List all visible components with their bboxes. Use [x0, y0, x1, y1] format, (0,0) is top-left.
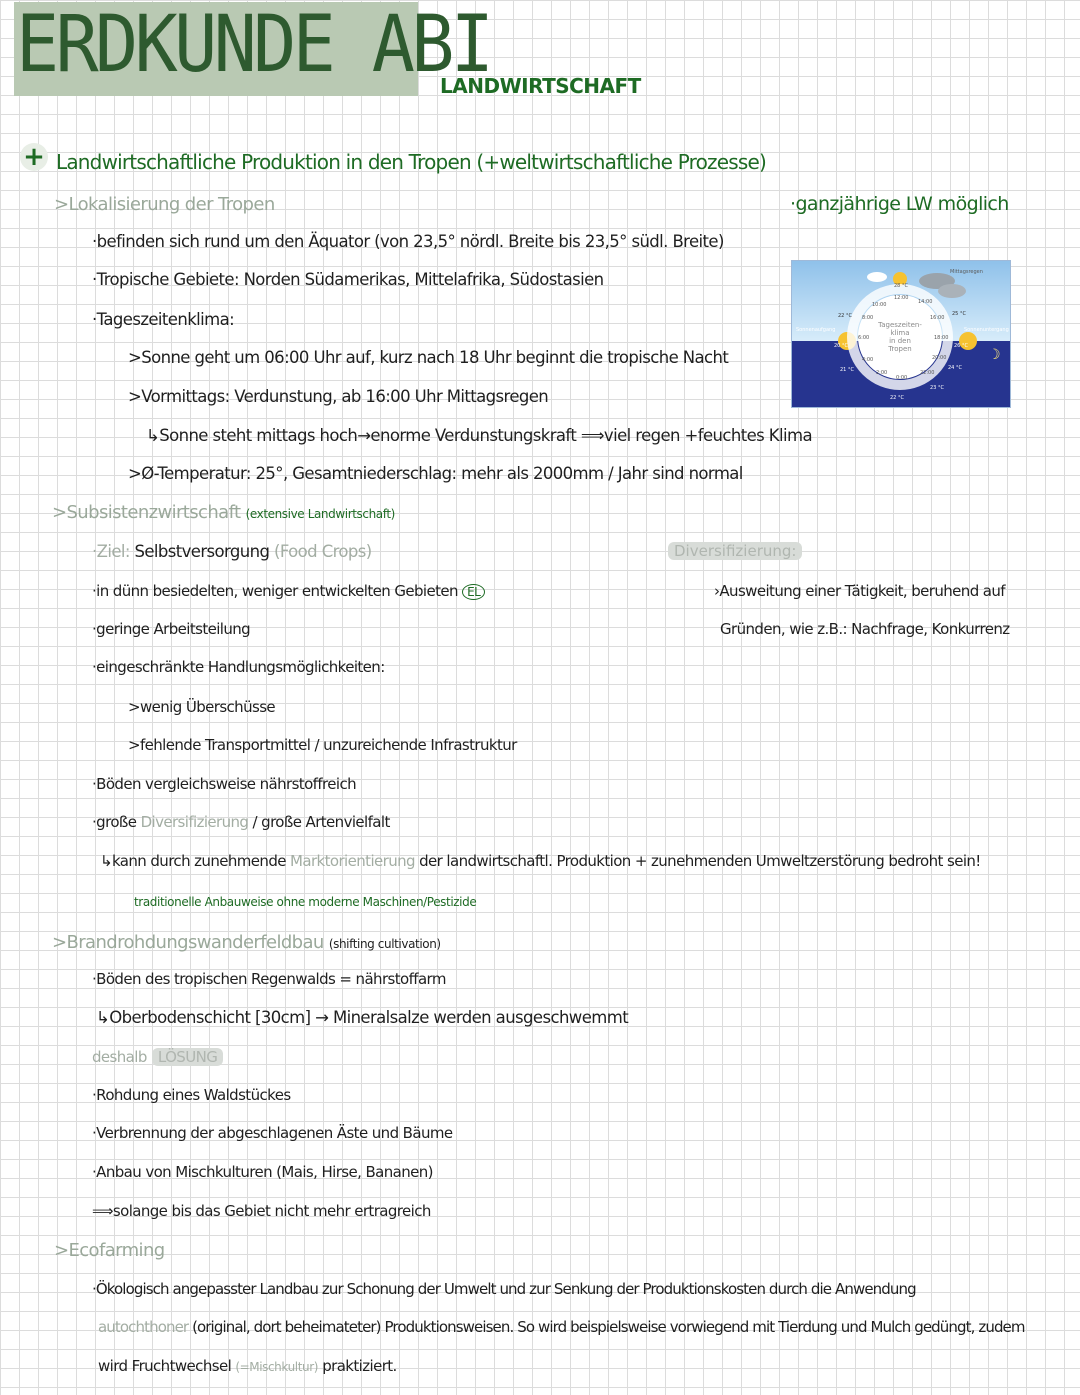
deshalb-text: deshalb: [92, 1048, 147, 1066]
hour-4: 4:00: [862, 357, 874, 363]
tageszeitenklima-diagram: [791, 260, 1011, 408]
hour-10: 10:00: [872, 302, 887, 308]
ecofarming-line-1: ·Ökologisch angepasster Landbau zur Schonung der Umwelt und zur Senkung der Produktionskosten durch die Anwendung: [92, 1280, 916, 1298]
lokalisierung-sub-2: >Vormittags: Verdunstung, ab 16:00 Uhr Mittagsregen: [128, 387, 549, 406]
fruchtwechsel-text: wird Fruchtwechsel: [98, 1357, 232, 1375]
temp-h: 25 °C: [952, 311, 966, 317]
hour-20: 20:00: [932, 355, 947, 361]
ziel-text: Selbstversorgung: [134, 542, 270, 561]
subsistenz-divers-line: [92, 813, 390, 831]
subsistenz-duenn: [92, 582, 485, 600]
hour-8: 8:00: [862, 315, 874, 321]
page-subtitle: LANDWIRTSCHAFT: [440, 74, 641, 98]
lokalisierung-line-1: ·befinden sich rund um den Äquator (von 23,5° nördl. Breite bis 23,5° südl. Breite): [92, 232, 724, 251]
section-subsistenz: [52, 502, 395, 523]
loesung-step-3: ·Anbau von Mischkulturen (Mais, Hirse, Bananen): [92, 1163, 433, 1181]
mischkultur-note: (=Mischkultur): [235, 1360, 319, 1374]
praktiziert-text: praktiziert.: [322, 1357, 397, 1375]
subsistenz-heading: >Subsistenzwirtschaft: [52, 502, 241, 523]
side-note: ·ganzjährige LW möglich: [790, 193, 1009, 215]
hour-2: 2:00: [876, 370, 888, 376]
label-mittagsregen: Mittagsregen: [950, 269, 983, 275]
bedroht-a: ↳kann durch zunehmende: [100, 852, 286, 870]
ziel-prefix: ·Ziel:: [92, 542, 130, 561]
subsistenz-bedroht: [100, 852, 981, 870]
hour-16: 16:00: [930, 315, 945, 321]
diversifizierung-line-1: ›Ausweitung einer Tätigkeit, beruhend auf: [714, 582, 1005, 600]
loesung-step-4: ⟹solange bis das Gebiet nicht mehr ertragreich: [92, 1202, 431, 1220]
hour-14: 14:00: [918, 299, 933, 305]
bedroht-c: der landwirtschaftl. Produktion + zunehmenden Umweltzerstörung bedroht sein!: [419, 852, 981, 870]
brandrodung-line-2: ↳Oberbodenschicht [30cm] → Mineralsalze werden ausgeschwemmt: [96, 1008, 629, 1027]
diversifizierung-label: Diversifizierung:: [668, 542, 802, 560]
subsistenz-ueberschuss: >wenig Überschüsse: [128, 698, 276, 716]
hour-18: 18:00: [934, 335, 949, 341]
temp-g: 26 °C: [954, 343, 968, 349]
diagram-center-4: Tropen: [888, 345, 912, 353]
bedroht-b: Marktorientierung: [290, 852, 415, 870]
hour-6: 6:00: [858, 335, 870, 341]
rain-cloud-icon-2: [938, 284, 966, 298]
temp-d: 22 °C: [890, 395, 904, 401]
lokalisierung-line-3: ·Tageszeitenklima:: [92, 310, 235, 329]
brandrodung-heading: >Brandrohdungswanderfeldbau: [52, 932, 324, 953]
ecofarming-line-2-rest: (original, dort beheimateter) Produktionsweisen. So wird beispielsweise vorwiegend mit Tierdung und Mulch gedüngt, zudem: [192, 1318, 1025, 1336]
subsistenz-boeden: ·Böden vergleichsweise nährstoffreich: [92, 775, 356, 793]
gross-text: ·große: [92, 813, 137, 831]
ecofarming-line-2: [98, 1318, 1025, 1336]
arten-text: / große Artenvielfalt: [252, 813, 390, 831]
loesung-step-2: ·Verbrennung der abgeschlagenen Äste und Bäume: [92, 1124, 453, 1142]
label-sunrise: Sonnenaufgang: [796, 327, 836, 333]
ecofarming-heading: >Ecofarming: [54, 1240, 165, 1261]
hour-22: 22:00: [920, 370, 935, 376]
subsistenz-ziel: [92, 542, 372, 561]
section-brandrodung: [52, 932, 441, 953]
page-title: ERDKUNDE ABI: [16, 0, 491, 90]
lokalisierung-sub-4: >Ø-Temperatur: 25°, Gesamtniederschlag: mehr als 2000mm / Jahr sind normal: [128, 464, 743, 483]
subsistenz-arbeit: ·geringe Arbeitsteilung: [92, 620, 251, 638]
ziel-note: (Food Crops): [274, 542, 372, 561]
temp-b: 20 °C: [834, 343, 848, 349]
label-sunset: Sonnenuntergang: [964, 327, 1009, 333]
subsistenz-handlung: ·eingeschränkte Handlungsmöglichkeiten:: [92, 658, 385, 676]
loesung-badge: LÖSUNG: [152, 1048, 223, 1066]
hour-0: 0:00: [896, 375, 908, 381]
temp-a: 22 °C: [838, 313, 852, 319]
loesung-step-1: ·Rohdung eines Waldstückes: [92, 1086, 291, 1104]
moon-icon: ☽: [988, 347, 1001, 363]
temp-e: 23 °C: [930, 385, 944, 391]
cloud-icon: [867, 272, 887, 282]
temp-noon: 28 °C: [894, 283, 908, 289]
diagram-center-2: klima: [890, 329, 910, 337]
lokalisierung-line-2: ·Tropische Gebiete: Norden Südamerikas, Mittelafrika, Südostasien: [92, 270, 604, 289]
brandrodung-deshalb: [92, 1047, 223, 1066]
hour-12: 12:00: [894, 295, 909, 301]
brandrodung-line-1: ·Böden des tropischen Regenwalds = nährstoffarm: [92, 970, 446, 988]
brandrodung-heading-note: (shifting cultivation): [328, 937, 441, 951]
autochthoner-text: autochthoner: [98, 1318, 189, 1336]
diagram-center-1: Tageszeiten-: [878, 321, 922, 329]
temp-c: 21 °C: [840, 367, 854, 373]
lokalisierung-sub-3: ↳Sonne steht mittags hoch→enorme Verdunstungskraft ⟹viel regen +feuchtes Klima: [146, 426, 812, 445]
subsistenz-heading-note: (extensive Landwirtschaft): [245, 507, 395, 521]
brandrodung-note: traditionelle Anbauweise ohne moderne Maschinen/Pestizide: [134, 895, 477, 909]
temp-f: 24 °C: [948, 365, 962, 371]
lokalisierung-sub-1: >Sonne geht um 06:00 Uhr auf, kurz nach 18 Uhr beginnt die tropische Nacht: [128, 348, 729, 367]
section-lokalisierung-heading: >Lokalisierung der Tropen: [54, 194, 275, 215]
divers-text: Diversifizierung: [140, 813, 249, 831]
ecofarming-line-3: [98, 1357, 397, 1375]
subsistenz-transport: >fehlende Transportmittel / unzureichende Infrastruktur: [128, 736, 517, 754]
plus-icon: +: [20, 143, 48, 171]
el-badge: EL: [462, 584, 485, 600]
diagram-svg: [792, 261, 1010, 407]
topic-title: Landwirtschaftliche Produktion in den Tropen (+weltwirtschaftliche Prozesse): [56, 150, 766, 174]
duenn-text: ·in dünn besiedelten, weniger entwickelten Gebieten: [92, 582, 458, 600]
diagram-center-3: in den: [889, 337, 911, 345]
diversifizierung-line-2: Gründen, wie z.B.: Nachfrage, Konkurrenz: [720, 620, 1010, 638]
